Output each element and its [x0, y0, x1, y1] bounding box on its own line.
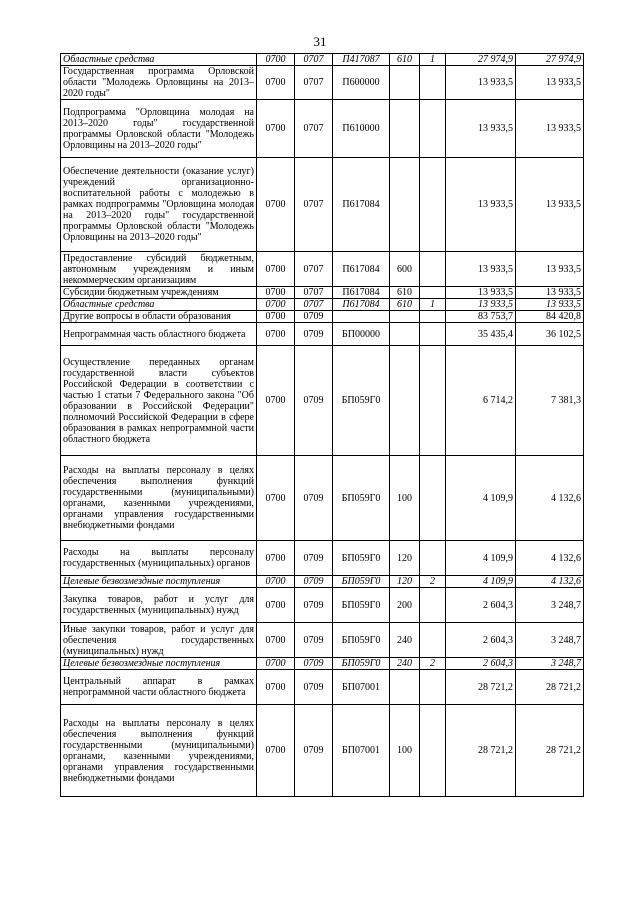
cell-name: Подпрограмма "Орловщина молодая на 2013–2020 годы" государственной программы Орловской области "Молодежь Орловщины на 2013–2020 годы"	[61, 100, 257, 158]
cell-section: 0700	[257, 287, 295, 299]
cell-source	[420, 323, 446, 346]
cell-subsection: 0707	[295, 287, 333, 299]
table-row	[61, 670, 584, 705]
cell-amount-1: 13 933,5	[446, 287, 516, 299]
table-row	[61, 158, 584, 252]
cell-section: 0700	[257, 158, 295, 252]
cell-name: Иные закупки товаров, работ и услуг для обеспечения государственных (муниципальных) нужд	[61, 623, 257, 658]
cell-name: Целевые безвозмездные поступления	[61, 658, 257, 670]
cell-section: 0700	[257, 252, 295, 287]
cell-name: Центральный аппарат в рамках непрограммной части областного бюджета	[61, 670, 257, 705]
cell-subsection: 0709	[295, 623, 333, 658]
cell-amount-1: 2 604,3	[446, 623, 516, 658]
cell-amount-2: 4 132,6	[516, 576, 584, 588]
cell-target-article: БП00000	[333, 323, 390, 346]
cell-subsection: 0707	[295, 252, 333, 287]
cell-source	[420, 66, 446, 100]
cell-amount-1: 83 753,7	[446, 311, 516, 323]
cell-amount-2: 13 933,5	[516, 66, 584, 100]
cell-expense-type: 120	[390, 541, 420, 576]
cell-source: 2	[420, 576, 446, 588]
cell-amount-2: 84 420,8	[516, 311, 584, 323]
cell-amount-1: 27 974,9	[446, 54, 516, 66]
cell-target-article: БП059Г0	[333, 576, 390, 588]
table-row	[61, 623, 584, 658]
cell-expense-type: 120	[390, 576, 420, 588]
cell-expense-type: 610	[390, 54, 420, 66]
cell-name: Другие вопросы в области образования	[61, 311, 257, 323]
cell-expense-type: 600	[390, 252, 420, 287]
cell-target-article: БП059Г0	[333, 588, 390, 623]
cell-amount-1: 4 109,9	[446, 576, 516, 588]
cell-expense-type	[390, 158, 420, 252]
cell-name: Областные средства	[61, 299, 257, 311]
cell-source	[420, 705, 446, 797]
cell-target-article	[333, 311, 390, 323]
cell-subsection: 0709	[295, 658, 333, 670]
cell-expense-type: 100	[390, 456, 420, 541]
cell-target-article: П617084	[333, 252, 390, 287]
cell-name: Закупка товаров, работ и услуг для государственных (муниципальных) нужд	[61, 588, 257, 623]
cell-source	[420, 100, 446, 158]
cell-name: Субсидии бюджетным учреждениям	[61, 287, 257, 299]
cell-target-article: П617084	[333, 287, 390, 299]
cell-source	[420, 541, 446, 576]
budget-table	[60, 53, 584, 797]
cell-subsection: 0707	[295, 100, 333, 158]
cell-section: 0700	[257, 456, 295, 541]
table-row	[61, 54, 584, 66]
cell-subsection: 0707	[295, 66, 333, 100]
cell-subsection: 0709	[295, 346, 333, 456]
table-row	[61, 100, 584, 158]
cell-subsection: 0709	[295, 588, 333, 623]
table-row	[61, 658, 584, 670]
cell-source	[420, 670, 446, 705]
cell-target-article: БП059Г0	[333, 541, 390, 576]
table-row	[61, 311, 584, 323]
cell-subsection: 0709	[295, 456, 333, 541]
cell-expense-type	[390, 100, 420, 158]
cell-section: 0700	[257, 658, 295, 670]
cell-subsection: 0709	[295, 670, 333, 705]
cell-section: 0700	[257, 311, 295, 323]
cell-name: Непрограммная часть областного бюджета	[61, 323, 257, 346]
cell-source	[420, 287, 446, 299]
page-number: 31	[313, 34, 327, 49]
cell-amount-2: 3 248,7	[516, 588, 584, 623]
cell-name: Осуществление переданных органам государственной власти субъектов Российской Федерации в соответствии с частью 1 статьи 7 Федерального закона "Об образовании в Российской Федерации" полномочий Российской Федерации в сфере образования в рамках непрограммной части областного бюджета	[61, 346, 257, 456]
cell-section: 0700	[257, 623, 295, 658]
cell-section: 0700	[257, 299, 295, 311]
cell-expense-type: 200	[390, 588, 420, 623]
cell-name: Расходы на выплаты персоналу в целях обеспечения выполнения функций государственными (муниципальными) органами, казенными учреждениями, органами управления государственными внебюджетными фондами	[61, 456, 257, 541]
cell-expense-type	[390, 323, 420, 346]
cell-source	[420, 252, 446, 287]
cell-name: Расходы на выплаты персоналу в целях обеспечения выполнения функций государственными (муниципальными) органами, казенными учреждениями, органами управления государственными внебюджетными фондами	[61, 705, 257, 797]
cell-amount-2: 27 974,9	[516, 54, 584, 66]
cell-expense-type	[390, 311, 420, 323]
table-row	[61, 705, 584, 797]
cell-expense-type: 240	[390, 623, 420, 658]
table-body	[61, 54, 584, 797]
cell-section: 0700	[257, 576, 295, 588]
table-row	[61, 588, 584, 623]
cell-amount-2: 28 721,2	[516, 705, 584, 797]
table-row	[61, 576, 584, 588]
cell-source: 1	[420, 299, 446, 311]
cell-subsection: 0709	[295, 323, 333, 346]
cell-target-article: П617084	[333, 158, 390, 252]
table-row	[61, 287, 584, 299]
cell-amount-1: 4 109,9	[446, 456, 516, 541]
cell-expense-type	[390, 66, 420, 100]
cell-amount-2: 4 132,6	[516, 541, 584, 576]
cell-subsection: 0707	[295, 299, 333, 311]
cell-target-article: БП059Г0	[333, 346, 390, 456]
cell-amount-1: 13 933,5	[446, 299, 516, 311]
cell-target-article: БП07001	[333, 670, 390, 705]
cell-source	[420, 588, 446, 623]
cell-source	[420, 311, 446, 323]
cell-amount-1: 2 604,3	[446, 658, 516, 670]
cell-section: 0700	[257, 100, 295, 158]
cell-target-article: П610000	[333, 100, 390, 158]
cell-expense-type: 240	[390, 658, 420, 670]
cell-source	[420, 623, 446, 658]
cell-name: Целевые безвозмездные поступления	[61, 576, 257, 588]
cell-amount-1: 6 714,2	[446, 346, 516, 456]
cell-name: Расходы на выплаты персоналу государственных (муниципальных) органов	[61, 541, 257, 576]
cell-amount-2: 3 248,7	[516, 623, 584, 658]
cell-subsection: 0709	[295, 541, 333, 576]
cell-amount-2: 13 933,5	[516, 158, 584, 252]
cell-section: 0700	[257, 541, 295, 576]
cell-section: 0700	[257, 588, 295, 623]
table-row	[61, 299, 584, 311]
cell-subsection: 0709	[295, 705, 333, 797]
cell-name: Предоставление субсидий бюджетным, автономным учреждениям и иным некоммерческим организациям	[61, 252, 257, 287]
cell-target-article: БП07001	[333, 705, 390, 797]
cell-target-article: БП059Г0	[333, 623, 390, 658]
cell-expense-type: 610	[390, 299, 420, 311]
cell-section: 0700	[257, 323, 295, 346]
cell-amount-2: 3 248,7	[516, 658, 584, 670]
cell-subsection: 0707	[295, 54, 333, 66]
cell-amount-2: 7 381,3	[516, 346, 584, 456]
cell-name: Обеспечение деятельности (оказание услуг) учреждений организационно-воспитательной работы с молодежью в рамках подпрограммы "Орловщина молодая на 2013–2020 годы" государственной программы Орловской области "Молодежь Орловщины на 2013–2020 годы"	[61, 158, 257, 252]
cell-target-article: БП059Г0	[333, 658, 390, 670]
table-row	[61, 456, 584, 541]
cell-source	[420, 346, 446, 456]
cell-amount-2: 36 102,5	[516, 323, 584, 346]
cell-section: 0700	[257, 346, 295, 456]
cell-section: 0700	[257, 705, 295, 797]
cell-section: 0700	[257, 66, 295, 100]
table-row	[61, 323, 584, 346]
cell-amount-1: 2 604,3	[446, 588, 516, 623]
cell-section: 0700	[257, 670, 295, 705]
cell-amount-1: 28 721,2	[446, 705, 516, 797]
cell-source: 2	[420, 658, 446, 670]
cell-source	[420, 456, 446, 541]
cell-amount-2: 13 933,5	[516, 100, 584, 158]
cell-amount-2: 13 933,5	[516, 287, 584, 299]
cell-expense-type	[390, 670, 420, 705]
cell-amount-1: 13 933,5	[446, 66, 516, 100]
cell-name: Областные средства	[61, 54, 257, 66]
cell-amount-1: 35 435,4	[446, 323, 516, 346]
cell-expense-type	[390, 346, 420, 456]
cell-target-article: БП059Г0	[333, 456, 390, 541]
cell-target-article: П417087	[333, 54, 390, 66]
cell-amount-1: 4 109,9	[446, 541, 516, 576]
cell-source	[420, 158, 446, 252]
cell-subsection: 0709	[295, 576, 333, 588]
cell-name: Государственная программа Орловской области "Молодежь Орловщины на 2013–2020 годы"	[61, 66, 257, 100]
table-row	[61, 346, 584, 456]
cell-amount-2: 4 132,6	[516, 456, 584, 541]
cell-target-article: П617084	[333, 299, 390, 311]
table-row	[61, 541, 584, 576]
cell-amount-1: 13 933,5	[446, 158, 516, 252]
cell-target-article: П600000	[333, 66, 390, 100]
cell-expense-type: 610	[390, 287, 420, 299]
cell-subsection: 0709	[295, 311, 333, 323]
cell-amount-2: 28 721,2	[516, 670, 584, 705]
cell-source: 1	[420, 54, 446, 66]
cell-amount-1: 28 721,2	[446, 670, 516, 705]
table-row	[61, 252, 584, 287]
cell-subsection: 0707	[295, 158, 333, 252]
table-row	[61, 66, 584, 100]
cell-section: 0700	[257, 54, 295, 66]
cell-amount-1: 13 933,5	[446, 100, 516, 158]
cell-amount-2: 13 933,5	[516, 299, 584, 311]
cell-amount-2: 13 933,5	[516, 252, 584, 287]
cell-amount-1: 13 933,5	[446, 252, 516, 287]
cell-expense-type: 100	[390, 705, 420, 797]
